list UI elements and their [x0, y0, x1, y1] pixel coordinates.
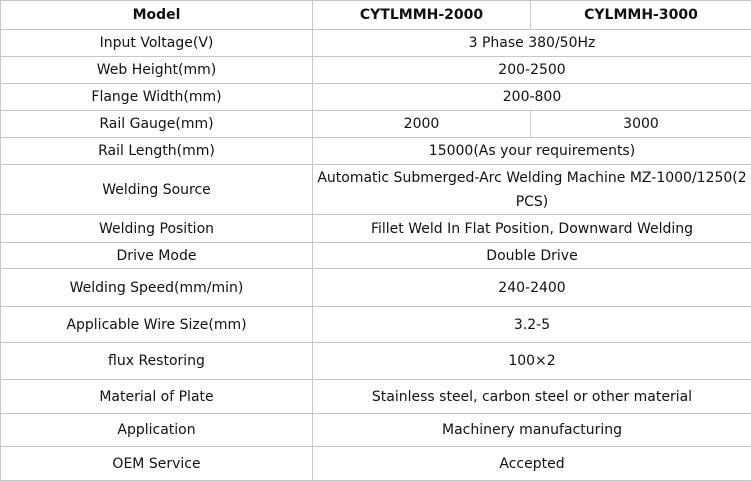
table-row [1, 307, 751, 343]
table-row [1, 30, 751, 57]
row-label: Applicable Wire Size(mm) [1, 307, 313, 343]
row-value: Stainless steel, carbon steel or other material [313, 380, 751, 414]
row-label: Application [1, 414, 313, 447]
row-label: Welding Position [1, 215, 313, 243]
table-row [1, 57, 751, 84]
row-label: Drive Mode [1, 243, 313, 269]
row-value: Accepted [313, 447, 751, 481]
table-row [1, 84, 751, 111]
row-label: Welding Speed(mm/min) [1, 269, 313, 307]
header-model-a: CYTLMMH-2000 [313, 1, 531, 30]
row-label: flux Restoring [1, 343, 313, 380]
table-row [1, 111, 751, 138]
table-row [1, 243, 751, 269]
table-row [1, 414, 751, 447]
table-row [1, 380, 751, 414]
row-label: Input Voltage(V) [1, 30, 313, 57]
header-model: Model [1, 1, 313, 30]
row-value-b: 3000 [531, 111, 751, 138]
row-label: Welding Source [1, 165, 313, 215]
row-label: Material of Plate [1, 380, 313, 414]
row-value: 3.2-5 [313, 307, 751, 343]
row-value: 240-2400 [313, 269, 751, 307]
row-value: 15000(As your requirements) [313, 138, 751, 165]
row-value: 200-800 [313, 84, 751, 111]
row-value: Double Drive [313, 243, 751, 269]
row-value-a: 2000 [313, 111, 531, 138]
row-value: Machinery manufacturing [313, 414, 751, 447]
row-label: Rail Length(mm) [1, 138, 313, 165]
table-row [1, 343, 751, 380]
row-label: OEM Service [1, 447, 313, 481]
header-model-b: CYLMMH-3000 [531, 1, 751, 30]
header-row [1, 1, 751, 30]
table-row [1, 138, 751, 165]
row-value: Fillet Weld In Flat Position, Downward Welding [313, 215, 751, 243]
row-label: Rail Gauge(mm) [1, 111, 313, 138]
row-label: Flange Width(mm) [1, 84, 313, 111]
table-row [1, 447, 751, 481]
row-label: Web Height(mm) [1, 57, 313, 84]
row-value: 200-2500 [313, 57, 751, 84]
table-row [1, 165, 751, 215]
table-row [1, 215, 751, 243]
table-row [1, 269, 751, 307]
row-value: 3 Phase 380/50Hz [313, 30, 751, 57]
row-value: Automatic Submerged-Arc Welding Machine MZ-1000/1250(2 PCS) [313, 165, 751, 215]
row-value: 100×2 [313, 343, 751, 380]
